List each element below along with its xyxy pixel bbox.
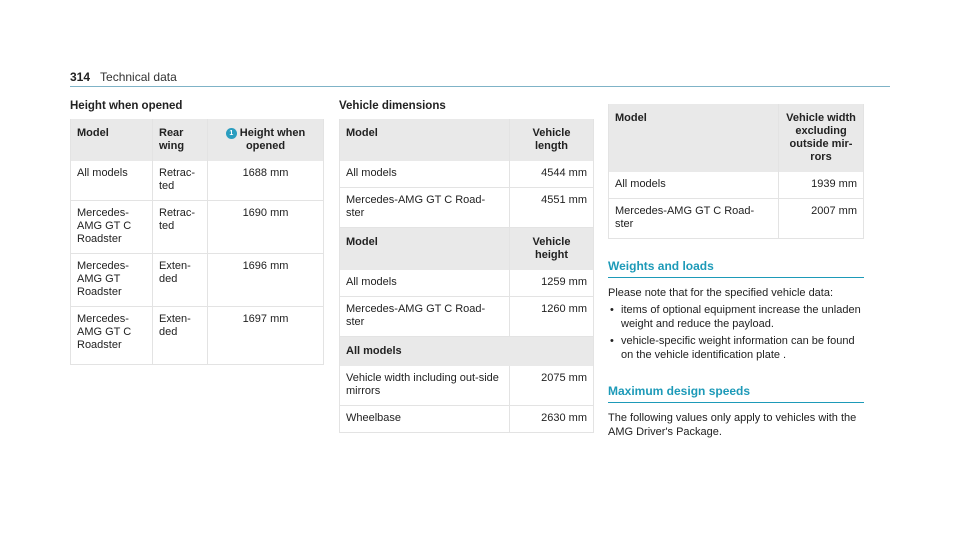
weights-heading: Weights and loads (608, 259, 864, 278)
cell-value: 1259 mm (510, 270, 594, 297)
cell-value: 2630 mm (510, 406, 594, 433)
table-row (340, 188, 594, 228)
table-header-row (340, 119, 594, 161)
column-header-height-label: Height when opened (239, 127, 306, 152)
column-header-height: Vehicle height (510, 228, 594, 271)
column-header-model: Model (71, 119, 153, 161)
cell-height: 1690 mm (208, 201, 324, 254)
cell-model: All models (71, 161, 153, 201)
cell-value: 4544 mm (510, 161, 594, 188)
height-when-opened-section (70, 100, 324, 365)
cell-label: Vehicle width including out-side mirrors (340, 366, 510, 406)
height-when-opened-title: Height when opened (70, 100, 183, 112)
cell-model: Mercedes-AMG GT C Road-ster (340, 188, 510, 228)
table-row (340, 366, 594, 406)
cell-wing: Exten-ded (153, 307, 208, 365)
speeds-text: The following values only apply to vehicles with the AMG Driver's Package. (608, 412, 857, 438)
callout-badge-icon: 1 (226, 128, 237, 139)
header-divider (70, 86, 890, 87)
vehicle-dimensions-title: Vehicle dimensions (339, 100, 446, 112)
page-header (70, 70, 177, 84)
table-row (340, 270, 594, 297)
table-header-row (340, 337, 594, 367)
column-header-width: Vehicle width excluding outside mir-rors (779, 104, 864, 172)
table-row (71, 254, 324, 307)
section-title: Technical data (100, 70, 177, 84)
cell-height: 1696 mm (208, 254, 324, 307)
table-header-row (71, 119, 324, 161)
cell-wing: Retrac-ted (153, 201, 208, 254)
cell-value: 1939 mm (779, 172, 864, 199)
cell-model: All models (609, 172, 779, 199)
list-item: • items of optional equipment increase the unladen weight and reduce the payload. (608, 303, 864, 331)
table-row (71, 161, 324, 201)
cell-label: Wheelbase (340, 406, 510, 433)
all-models-header: All models (340, 337, 594, 367)
table-row (71, 201, 324, 254)
height-when-opened-table (70, 119, 324, 365)
cell-wing: Retrac-ted (153, 161, 208, 201)
table-row (340, 297, 594, 337)
table-header-row (340, 228, 594, 271)
column-header-model: Model (340, 119, 510, 161)
vehicle-dimensions-table (339, 119, 594, 433)
table-row (609, 199, 864, 239)
column-header-length: Vehicle length (510, 119, 594, 161)
table-row (71, 307, 324, 365)
cell-model: Mercedes-AMG GT C Roadster (71, 307, 153, 365)
cell-model: Mercedes-AMG GT C Roadster (71, 201, 153, 254)
column-header-height (208, 119, 324, 161)
cell-wing: Exten-ded (153, 254, 208, 307)
list-item: • vehicle-specific weight information can be found on the vehicle identification plate . (608, 334, 864, 362)
cell-model: All models (340, 270, 510, 297)
cell-model: All models (340, 161, 510, 188)
weights-bullet-list (608, 303, 864, 362)
page-number: 314 (70, 70, 91, 84)
cell-value: 1260 mm (510, 297, 594, 337)
cell-height: 1688 mm (208, 161, 324, 201)
cell-model: Mercedes-AMG GT C Road-ster (340, 297, 510, 337)
cell-value: 2007 mm (779, 199, 864, 239)
table-row (340, 406, 594, 433)
right-column (608, 100, 864, 439)
weights-intro: Please note that for the specified vehicle data: (608, 287, 834, 299)
cell-value: 4551 mm (510, 188, 594, 228)
cell-model: Mercedes-AMG GT Roadster (71, 254, 153, 307)
speeds-section (608, 384, 864, 439)
table-row (340, 161, 594, 188)
cell-model: Mercedes-AMG GT C Road-ster (609, 199, 779, 239)
cell-value: 2075 mm (510, 366, 594, 406)
speeds-heading: Maximum design speeds (608, 384, 864, 403)
vehicle-width-table (608, 104, 864, 239)
column-header-model: Model (340, 228, 510, 271)
vehicle-dimensions-section (339, 100, 594, 433)
column-header-model: Model (609, 104, 779, 172)
table-row (609, 172, 864, 199)
column-header-rear-wing: Rear wing (153, 119, 208, 161)
weights-section (608, 259, 864, 362)
cell-height: 1697 mm (208, 307, 324, 365)
table-header-row (609, 104, 864, 172)
